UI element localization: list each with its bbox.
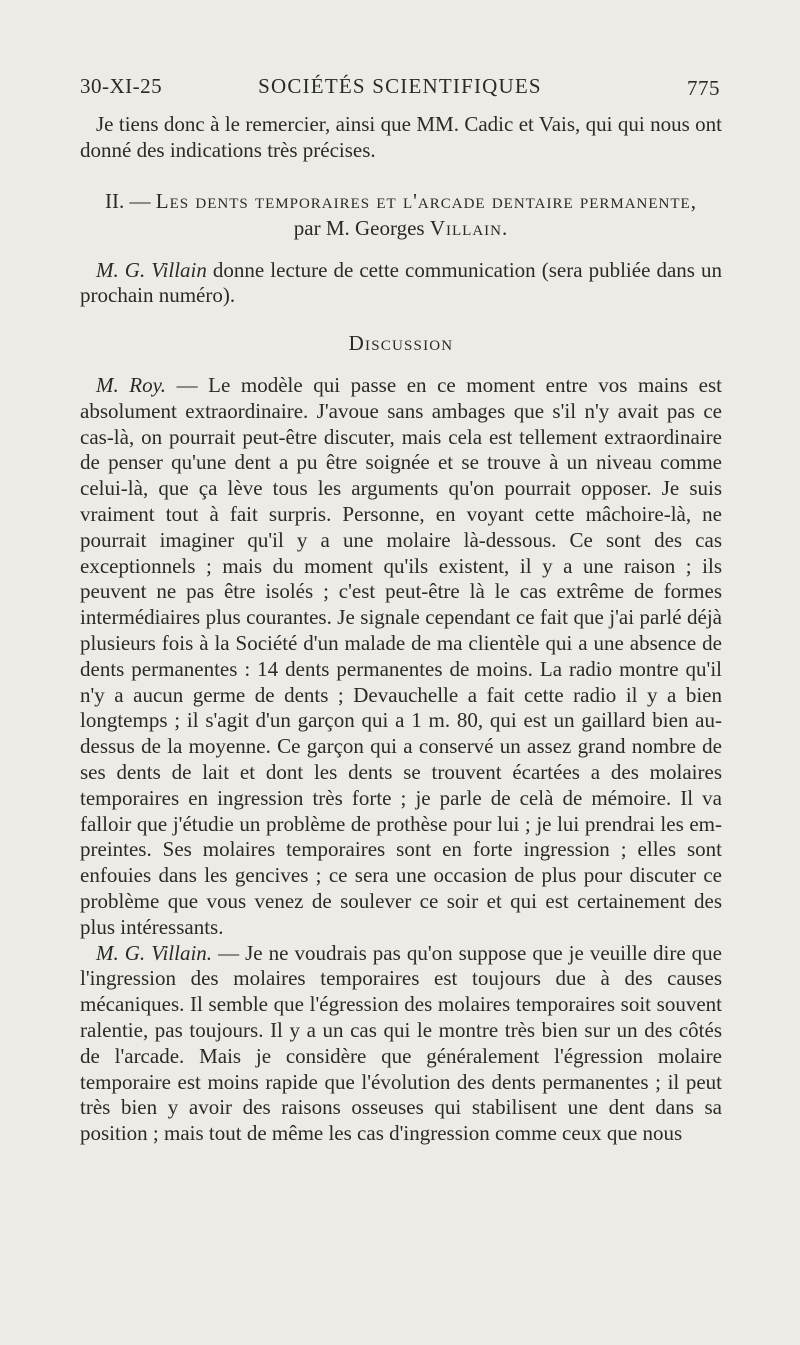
header-title: SOCIÉTÉS SCIENTIFIQUES xyxy=(258,74,542,98)
header-date: 30-XI-25 xyxy=(80,74,163,98)
page-body xyxy=(80,112,722,1147)
page-number: 775 xyxy=(687,76,720,100)
reading-paragraph xyxy=(80,258,722,310)
intervention-paragraph xyxy=(80,373,722,941)
running-header xyxy=(80,74,720,104)
reading-text: donne lecture de cette communication (sera publiée dans un prochain numéro). xyxy=(80,257,722,308)
section-title: Les dents temporaires et l'arcade dentaire permanente, xyxy=(155,188,697,213)
intervention-paragraph xyxy=(80,941,722,1147)
speaker-name: M. Roy. xyxy=(96,372,167,397)
intervention-text: — Je ne voudrais pas qu'on suppose que je veuille dire que l'ingression des molaires temporaires est toujours due à des causes mécaniques. Il semble que l'égression des molaires temporaires soit souvent ralentie, pas toujours. Il y a un cas qui le montre très bien sur un des côtés de l'arcade. Mais je considère que généralement l'égression molaire temporaire est moins rapide que l'évolution des dents permanentes ; il peut très bien y avoir des raisons osseuses qui stabilisent une dent dans sa position ; mais tout de même les cas d'ingression comme ceux que nous xyxy=(80,940,722,1146)
section-number: II. — xyxy=(105,188,151,213)
intervention-text: — Le modèle qui passe en ce moment entre vos mains est absolument extraordinaire. J'avoue sans ambages que s'il n'y avait pas ce cas-là, on pourrait peut-être discuter, mais cela est tellement extraordinaire de penser qu'une dent a pu être soignée et se trouve à un niveau comme celui-là, que ça lève tous les arguments qu'on pourrait opposer. Je suis vraiment tout à fait surpris. Personne, en voyant cette mâchoire-là, ne pourrait imaginer qu'il y a une molaire là-dessous. Ce sont des cas exceptionnels ; mais du moment qu'ils existent, il y a une raison ; ils peuvent ne pas être isolés ; c'est peut-être là le cas extrême de formes intermédiaires plus courantes. Je signale cependant ce fait que j'ai parlé déjà plusieurs fois à la Société d'un malade de ma clientèle qui a une absence de dents permanentes : 14 dents permanentes de moins. La radio montre qu'il n'y a aucun germe de dents ; Devauchelle a fait cette radio il y a bien longtemps ; il s'agit d'un garçon qui a 1 m. 80, qui est un gaillard bien au-dessus de la moyenne. Ce garçon qui a conservé un assez grand nombre de ses dents de lait et dont les dents se trouvent écartées a des molaires temporaires en ingression très forte ; je parle de celà de mémoire. Il va falloir que j'étudie un problème de prothèse pour lui ; je lui prendrai les empreintes. Ses molaires temporaires sont en forte ingression ; elles sont enfouies dans les gencives ; ce sera une occasion de plus pour discuter ce problème que vous venez de soulever ce soir et qui est certainement des plus intéressants. xyxy=(80,372,722,939)
speaker-name: M. G. Villain. xyxy=(96,940,213,965)
section-by: par M. Georges xyxy=(293,215,425,240)
section-heading xyxy=(80,188,722,242)
section-author: Villain. xyxy=(429,215,509,240)
discussion-heading: Discussion xyxy=(348,331,454,356)
speaker-name: M. G. Villain xyxy=(96,257,207,282)
intro-paragraph: Je tiens donc à le remercier, ainsi que MM. Cadic et Vais, qui qui nous ont donné des indications très précises. xyxy=(80,112,722,162)
